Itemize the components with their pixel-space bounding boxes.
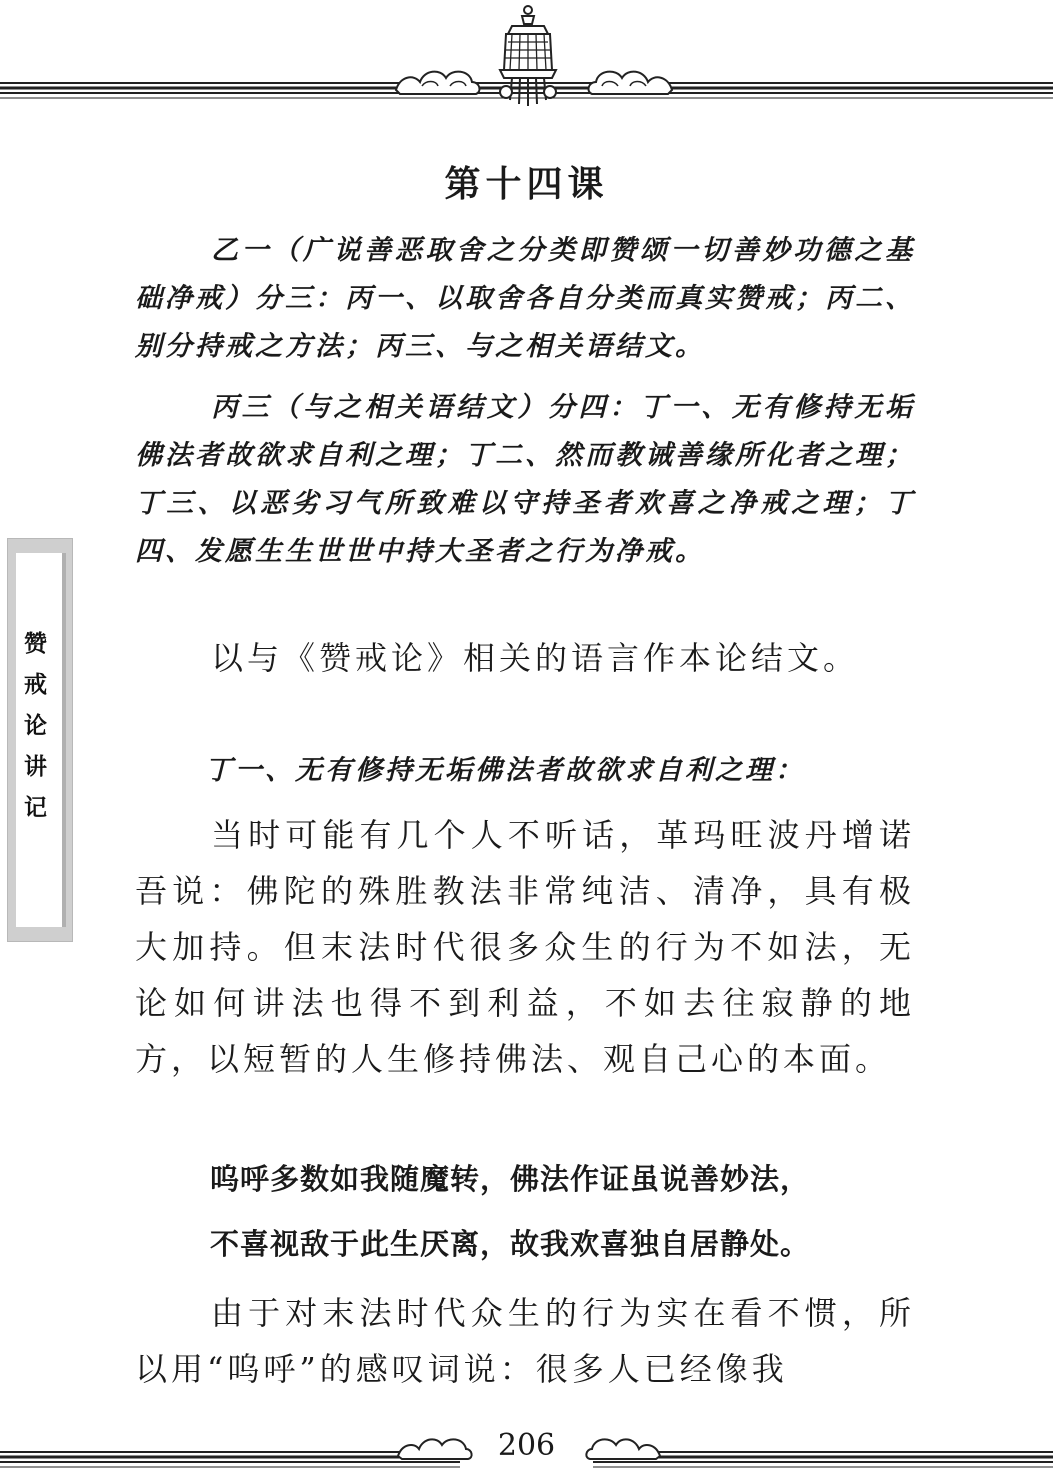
- body-paragraph-2: 由于对末法时代众生的行为实在看不惯，所以用“呜呼”的感叹词说：很多人已经像我: [135, 1294, 915, 1388]
- verse-line-1: 呜呼多数如我随魔转，佛法作证虽说善妙法，: [210, 1162, 811, 1196]
- intro-paragraph: 以与《赞戒论》相关的语言作本论结文。: [211, 639, 860, 677]
- cloud-footer-right-icon: [584, 1432, 664, 1462]
- footer-rule: [0, 1432, 1053, 1470]
- body-paragraph-1: 当时可能有几个人不听话，革玛旺波丹增诺吾说：佛陀的殊胜教法非常纯洁、清净，具有极大加持。但末法时代很多众生的行为不如法，无论如何讲法也得不到利益，不如去往寂静的地方，以短暂的人生修持佛法、观自己心的本面。: [135, 816, 915, 1078]
- side-tab: [7, 538, 73, 942]
- outline-paragraph-2: 丙三（与之相关语结文）分四：丁一、无有修持无垢佛法者故欲求自利之理；丁二、然而教诫善缘所化者之理；丁三、以恶劣习气所致难以守持圣者欢喜之净戒之理；丁四、发愿生生世世中持大圣者之行为净戒。: [135, 392, 915, 567]
- book-title-vertical: 赞戒论讲记: [20, 631, 46, 836]
- outline-paragraph-1: 乙一（广说善恶取舍之分类即赞颂一切善妙功德之基础净戒）分三：丙一、以取舍各自分类而真实赞戒；丙二、别分持戒之方法；丙三、与之相关语结文。: [135, 235, 915, 362]
- cloud-footer-left-icon: [394, 1432, 474, 1462]
- section-heading: 丁一、无有修持无垢佛法者故欲求自利之理：: [205, 755, 805, 786]
- lesson-title: 第十四课: [444, 164, 609, 205]
- victory-banner-canopy-icon: [492, 4, 564, 108]
- verse-line-2: 不喜视敌于此生厌离，故我欢喜独自居静处。: [210, 1227, 811, 1261]
- page-number: 206: [497, 1428, 556, 1463]
- cloud-left-icon: [392, 64, 484, 98]
- cloud-right-icon: [584, 64, 676, 98]
